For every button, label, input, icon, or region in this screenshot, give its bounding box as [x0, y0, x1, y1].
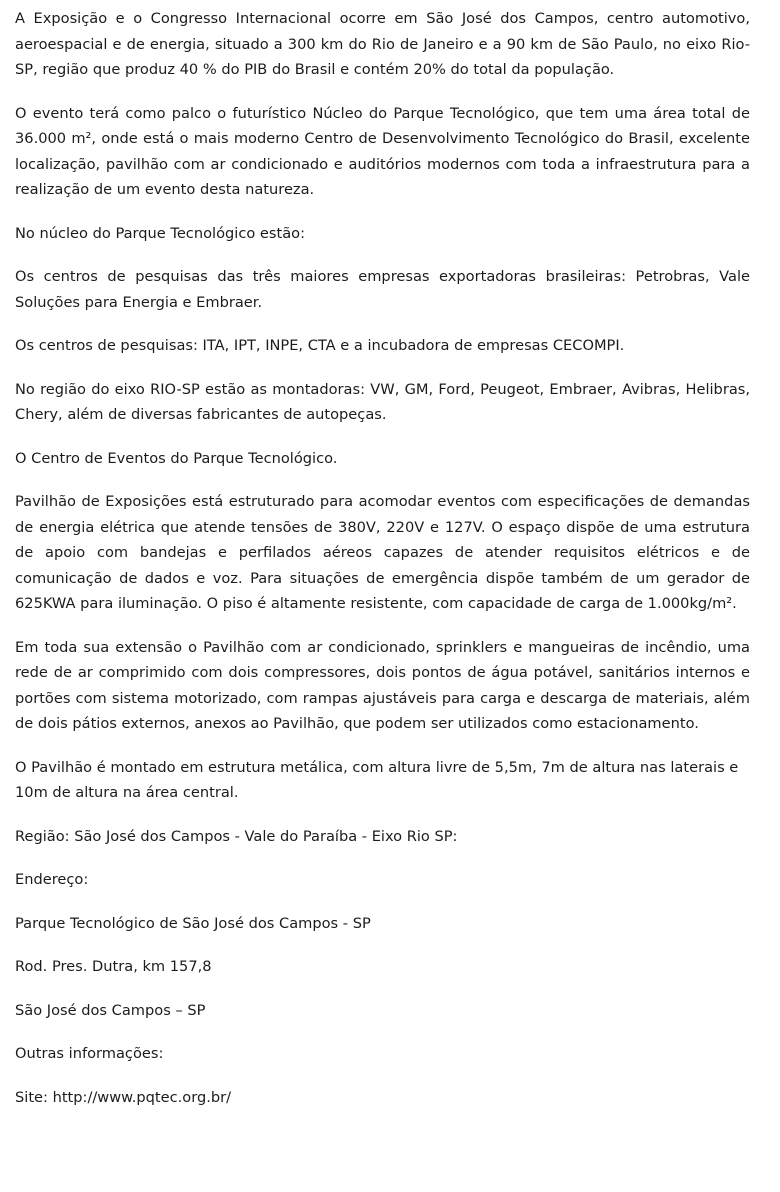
- paragraph-event-center-heading: O Centro de Eventos do Parque Tecnológico.: [15, 449, 338, 467]
- paragraph-automakers: No região do eixo RIO-SP estão as montadoras: VW, GM, Ford, Peugeot, Embraer, Avibras, Helibras, Chery, além de diversas fabricantes de autopeças.: [15, 380, 750, 423]
- site-link[interactable]: Site: http://www.pqtec.org.br/: [15, 1088, 232, 1106]
- paragraph-region: Região: São José dos Campos - Vale do Paraíba - Eixo Rio SP:: [15, 827, 458, 845]
- paragraph-intro: A Exposição e o Congresso Internacional ocorre em São José dos Campos, centro automotivo, aeroespacial e de energia, situado a 300 km do Rio de Janeiro e a 90 km de São Paulo, no eixo Rio-SP, região que produz 40 % do PIB do Brasil e contém 20% do total da população.: [15, 10, 750, 78]
- paragraph-park-contents-heading: No núcleo do Parque Tecnológico estão:: [15, 224, 305, 242]
- more-info-label: Outras informações:: [15, 1045, 164, 1062]
- address-label: Endereço:: [15, 871, 89, 888]
- address-line-3: São José dos Campos – SP: [15, 1001, 206, 1019]
- paragraph-hall-structure: O Pavilhão é montado em estrutura metálica, com altura livre de 5,5m, 7m de altura nas laterais e 10m de altura na área central.: [15, 758, 739, 801]
- paragraph-venue: O evento terá como palco o futurístico Núcleo do Parque Tecnológico, que tem uma área total de 36.000 m², onde está o mais moderno Centro de Desenvolvimento Tecnológico do Brasil, excelente localização, pavilhão com ar condicionado e auditórios modernos com toda a infraestrutura para a realização de um evento desta natureza.: [15, 104, 750, 198]
- document-body: [15, 6, 750, 1128]
- address-line-1: Parque Tecnológico de São José dos Campos - SP: [15, 914, 371, 932]
- paragraph-hall-features: Em toda sua extensão o Pavilhão com ar condicionado, sprinklers e mangueiras de incêndio, uma rede de ar comprimido com dois compressores, dois pontos de água potável, sanitários internos e portões com sistema motorizado, com rampas ajustáveis para carga e descarga de materiais, além de dois pátios externos, anexos ao Pavilhão, que podem ser utilizados como estacionamento.: [15, 638, 750, 732]
- paragraph-research-centers-companies: Os centros de pesquisas das três maiores empresas exportadoras brasileiras: Petrobras, Vale Soluções para Energia e Embraer.: [15, 268, 750, 311]
- paragraph-research-centers-institutes: Os centros de pesquisas: ITA, IPT, INPE, CTA e a incubadora de empresas CECOMPI.: [15, 337, 625, 354]
- paragraph-exhibition-hall: Pavilhão de Exposições está estruturado para acomodar eventos com especificações de demandas de energia elétrica que atende tensões de 380V, 220V e 127V. O espaço dispõe de uma estrutura de apoio com bandejas e perfilados aéreos capazes de atender requisitos elétricos e de comunicação de dados e voz. Para situações de emergência dispõe também de um gerador de 625KWA para iluminação. O piso é altamente resistente, com capacidade de carga de 1.000kg/m².: [15, 493, 750, 612]
- address-line-2: Rod. Pres. Dutra, km 157,8: [15, 958, 212, 975]
